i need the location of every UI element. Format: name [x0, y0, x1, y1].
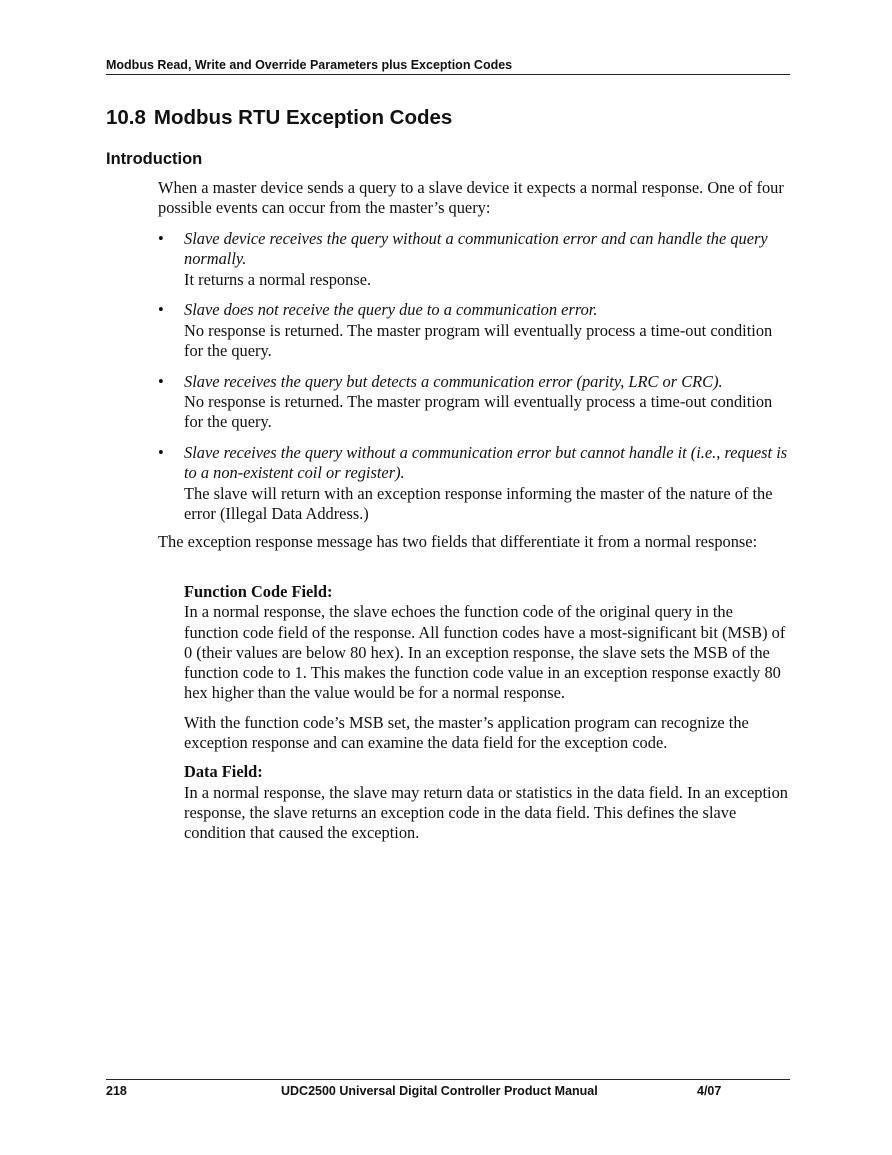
bullet-icon: •	[158, 229, 164, 248]
header-divider	[106, 74, 790, 75]
event-result: No response is returned. The master program will eventually process a time-out condition for the query.	[184, 320, 773, 360]
exception-fields	[184, 582, 790, 853]
list-item	[158, 443, 790, 524]
event-result: No response is returned. The master program will eventually process a time-out condition for the query.	[184, 392, 773, 432]
exception-intro-paragraph: The exception response message has two fields that differentiate it from a normal response:	[158, 532, 758, 551]
manual-title: UDC2500 Universal Digital Controller Product Manual	[281, 1084, 598, 1098]
list-item	[158, 300, 790, 361]
event-description: Slave receives the query but detects a communication error (parity, LRC or CRC).	[184, 371, 723, 391]
section-number: 10.8	[106, 106, 146, 129]
list-item	[158, 229, 790, 290]
section-title-text: Modbus RTU Exception Codes	[153, 106, 453, 129]
publication-date: 4/07	[697, 1084, 722, 1098]
function-code-field	[184, 582, 790, 704]
event-list	[158, 229, 790, 535]
intro-paragraph: When a master device sends a query to a slave device it expects a normal response. One of four possible events can occur from the master’s query:	[158, 178, 784, 218]
function-code-text: In a normal response, the slave echoes the function code of the original query in the function code field of the response. All function codes have a most-significant bit (MSB) of 0 (their values are below 80 hex). In an exception response, the slave sets the MSB of the function code to 1. This makes the function code value in an exception response exactly 80 hex higher than the value would be for a normal response.	[184, 602, 786, 703]
page-number: 218	[106, 1084, 127, 1098]
function-code-followup: With the function code’s MSB set, the master’s application program can recognize the exception response and can examine the data field for the exception code.	[184, 712, 749, 753]
event-description: Slave receives the query without a communication error but cannot handle it (i.e., request is to a non-existent coil or register).	[184, 443, 788, 483]
running-header: Modbus Read, Write and Override Parameters plus Exception Codes	[106, 58, 513, 72]
event-description: Slave device receives the query without a communication error and can handle the query normally.	[184, 229, 768, 269]
bullet-icon: •	[158, 300, 164, 320]
section-title	[106, 105, 452, 131]
event-description: Slave does not receive the query due to a communication error.	[184, 300, 598, 320]
data-field-text: In a normal response, the slave may return data or statistics in the data field. In an exception response, the slave returns an exception code in the data field. This defines the slave condition that caused the exception.	[184, 782, 788, 843]
function-code-heading: Function Code Field:	[184, 582, 333, 601]
bullet-icon: •	[158, 443, 164, 463]
data-field	[184, 762, 790, 843]
data-field-heading: Data Field:	[184, 762, 263, 782]
event-result: The slave will return with an exception response informing the master of the nature of the error (Illegal Data Address.)	[184, 483, 773, 524]
subheading-introduction: Introduction	[106, 150, 203, 168]
list-item	[158, 372, 790, 433]
bullet-icon: •	[158, 371, 164, 391]
event-result: It returns a normal response.	[184, 269, 372, 289]
footer-divider	[106, 1079, 790, 1080]
